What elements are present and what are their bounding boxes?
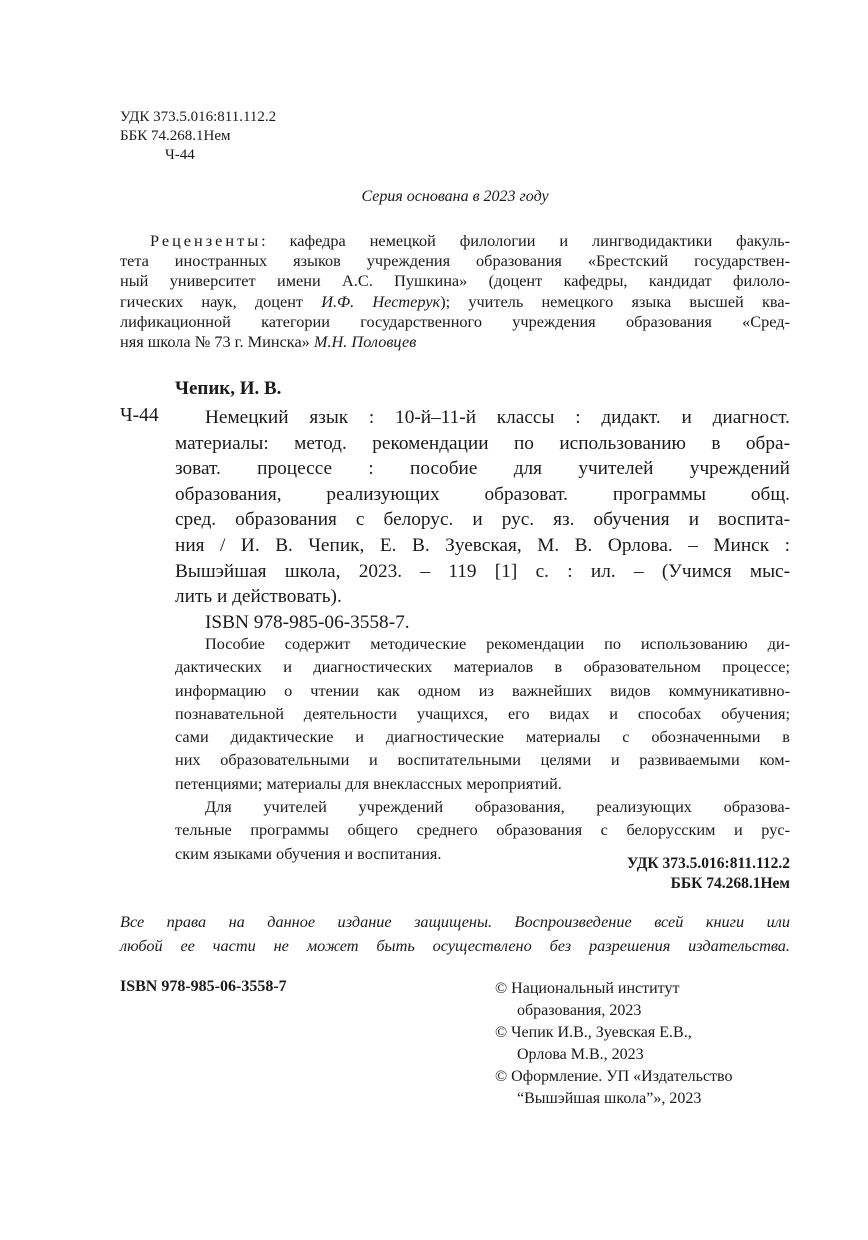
text-line: Немецкий язык : 10-й–11-й классы : дидакт. и диагност. — [205, 407, 790, 428]
text-line: © Национальный институт — [495, 980, 680, 997]
series-note: Серия основана в 2023 году — [361, 188, 549, 205]
text-line: Орлова М.В., 2023 — [517, 1046, 644, 1063]
text-segment: : кафедра немецкой филологии и лингводидактики факуль- — [261, 231, 790, 250]
text-line — [120, 312, 790, 332]
bibliographic-description — [175, 405, 790, 635]
text-line: лить и действовать). — [175, 586, 342, 608]
text-line — [120, 251, 790, 271]
text-segment: тета иностранных языков учреждения образования «Брестский государствен- — [120, 251, 790, 271]
text-segment: няя школа № 73 г. Минска» — [120, 332, 314, 352]
text-line — [120, 292, 790, 312]
text-line: образования, 2023 — [517, 1002, 642, 1019]
reviewers-label: Рецензенты — [150, 231, 262, 250]
copyright-item — [495, 1066, 732, 1110]
abstract — [175, 632, 790, 865]
reviewer-name: И.Ф. Нестерук — [321, 291, 441, 311]
text-line: Все права на данное издание защищены. Воспроизведение всей книги или — [120, 912, 790, 931]
classification-codes-footer — [627, 854, 790, 894]
text-line: познавательной деятельности учащихся, его видах и способах обучения; — [175, 703, 790, 723]
text-line: © Оформление. УП «Издательство — [495, 1068, 733, 1085]
catalog-isbn: ISBN 978-985-06-3558-7. — [205, 611, 410, 633]
reviewer-name: М.Н. Половцев — [313, 332, 417, 352]
text-line: образования, реализующих образоват. программы общ. — [175, 483, 790, 505]
copyright-notices — [495, 978, 732, 1110]
udk-code: УДК 373.5.016:811.112.2 — [120, 109, 277, 125]
text-line: дактических и диагностических материалов в образовательном процессе; — [175, 657, 790, 677]
udk-code: УДК 373.5.016:811.112.2 — [626, 855, 790, 872]
reviewers-paragraph — [120, 231, 790, 352]
text-line: петенциями; материалы для внеклассных мероприятий. — [175, 773, 562, 793]
text-line — [120, 271, 790, 291]
bbk-code: ББК 74.268.1Нем — [670, 875, 790, 892]
text-line: Вышэйшая школа, 2023. – 119 [1] с. : ил. – (Учимся мыс- — [175, 560, 790, 582]
text-line: сред. образования с белорус. и рус. яз. обучения и воспита- — [175, 509, 790, 531]
text-segment: ный университет имени А.С. Пушкина» (доцент кафедры, кандидат филоло- — [120, 271, 790, 291]
text-line: материалы: метод. рекомендации по использованию в обра- — [175, 432, 790, 454]
text-line: любой ее части не может быть осуществлено без разрешения издательства. — [120, 936, 790, 955]
catalog-code: Ч-44 — [120, 405, 159, 426]
text-segment: лификационной категории государственного учреждения образования «Сред- — [120, 311, 790, 331]
catalog-author: Чепик, И. В. — [175, 378, 282, 399]
rights-notice — [120, 910, 790, 958]
author-mark: Ч-44 — [165, 147, 195, 163]
text-line: © Чепик И.В., Зуевская Е.В., — [495, 1024, 692, 1041]
copyright-item — [495, 1022, 732, 1066]
classification-codes — [120, 108, 276, 165]
text-line: ским языками обучения и воспитания. — [175, 843, 442, 863]
text-segment: гических наук, доцент — [120, 291, 322, 311]
text-line: тельные программы общего среднего образования с белорусским и рус- — [175, 820, 790, 840]
text-segment: ); учитель немецкого языка высшей ква- — [440, 291, 790, 311]
text-line — [120, 231, 790, 251]
bbk-code: ББК 74.268.1Нем — [120, 128, 231, 144]
text-line: них образовательными и воспитательными целями и развиваемыми ком- — [175, 750, 790, 770]
text-line: Пособие содержит методические рекомендации по использованию ди- — [205, 634, 790, 653]
text-line — [120, 332, 790, 352]
text-line: информацию о чтении как одном из важнейших видов коммуникативно- — [175, 680, 790, 700]
isbn: ISBN 978-985-06-3558-7 — [120, 978, 287, 995]
text-line: ния / И. В. Чепик, Е. В. Зуевская, М. В. Орлова. – Минск : — [175, 534, 790, 556]
copyright-item — [495, 978, 732, 1022]
text-line: “Вышэйшая школа”», 2023 — [517, 1090, 702, 1107]
text-line: зоват. процессе : пособие для учителей учреждений — [175, 458, 790, 480]
text-line: сами дидактические и диагностические материалы с обозначенными в — [175, 727, 790, 747]
text-line: Для учителей учреждений образования, реализующих образова- — [205, 797, 790, 817]
